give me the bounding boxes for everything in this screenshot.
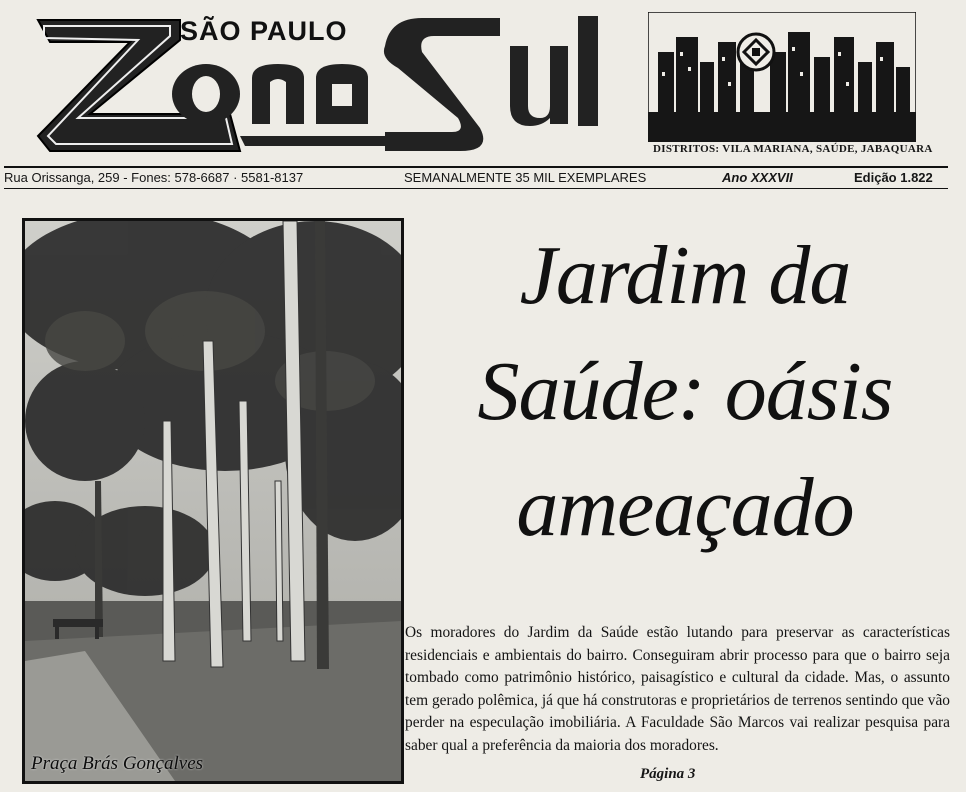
- city-label: SÃO PAULO: [180, 16, 348, 46]
- article-body: Os moradores do Jardim da Saúde estão lutando para preservar as características residenciais e ambientais do bairro. Conseguiram abrir processo para que o bairro seja tombado como patrimônio histórico, paisagístico e cultural da cidade. Mas, o assunto tem gerado polêmica, já que há construtoras e proprietários de terrenos sentindo que vão perder na especulação imobiliária. A Faculdade São Marcos vai realizar pesquisa para saber qual a preferência da maioria dos moradores.: [405, 624, 950, 754]
- headline: [420, 218, 950, 566]
- districts-label: DISTRITOS: VILA MARIANA, SAÚDE, JABAQUARA: [653, 143, 933, 155]
- city-skyline-illustration: [648, 12, 916, 142]
- year-label: Ano XXXVII: [722, 170, 793, 185]
- info-bar: [4, 166, 948, 189]
- park-photo: [22, 218, 404, 784]
- masthead: [30, 6, 630, 156]
- photo-caption: Praça Brás Gonçalves: [31, 753, 204, 774]
- circulation: SEMANALMENTE 35 MIL EXEMPLARES: [404, 170, 647, 185]
- headline-line-1: Jardim da: [519, 229, 851, 322]
- edition-label: Edição 1.822: [854, 170, 933, 185]
- headline-line-3: ameaçado: [516, 461, 854, 554]
- page-reference: Página 3: [640, 766, 696, 782]
- address-phones: Rua Orissanga, 259 - Fones: 578-6687 · 5581-8137: [4, 170, 304, 185]
- headline-line-2: Saúde: oásis: [477, 345, 893, 438]
- park-trees-image: [25, 221, 401, 781]
